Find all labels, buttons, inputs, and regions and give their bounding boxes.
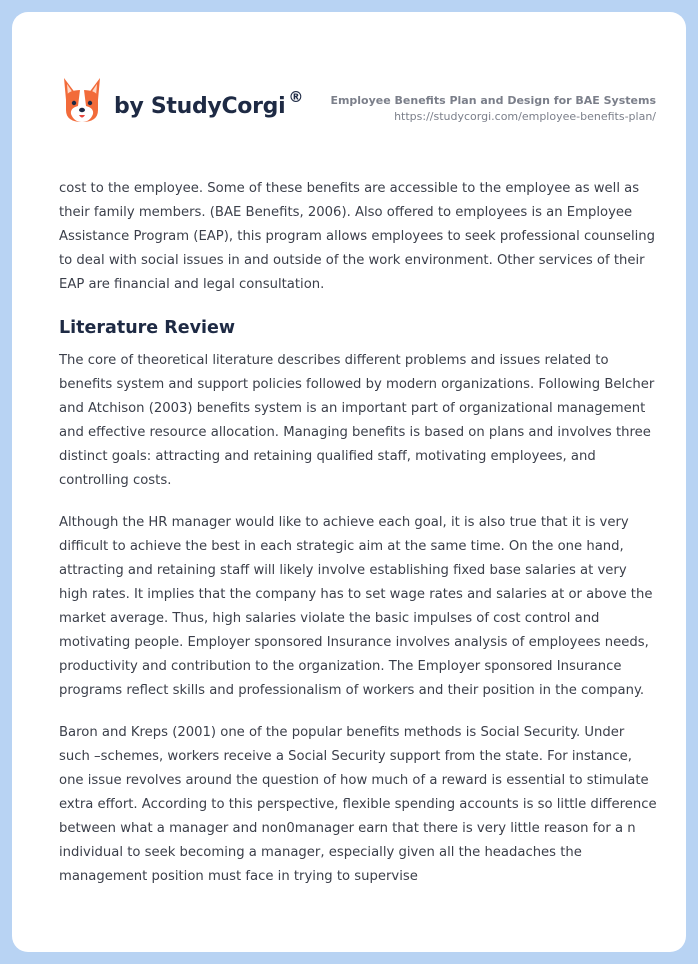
corgi-logo-icon bbox=[60, 76, 104, 126]
brand-name bbox=[114, 88, 304, 119]
section-heading: Literature Review bbox=[59, 318, 236, 338]
body-paragraph: Although the HR manager would like to achieve each goal, it is also true that it is very difficult to achieve the best in each strategic aim at the same time. On the one hand, attracting and retaining staff will likely involve establishing fixed base salaries at very high rates. It implies that the company has to set wage rates and salaries at or above the market average. Thus, high salaries violate the basic impulses of cost control and motivating people. Employer sponsored Insurance involves analysis of employees needs, productivity and contribution to the organization. The Employer sponsored Insurance programs reflect skills and professionalism of workers and their position in the company. bbox=[59, 515, 653, 698]
document-body bbox=[59, 177, 659, 907]
registered-mark: ® bbox=[288, 88, 304, 106]
document-meta bbox=[330, 93, 656, 125]
document-title: Employee Benefits Plan and Design for BAE Systems bbox=[330, 94, 656, 107]
document-url[interactable]: https://studycorgi.com/employee-benefits-plan/ bbox=[394, 110, 656, 123]
document-card bbox=[12, 12, 686, 952]
brand-text: by StudyCorgi bbox=[114, 94, 286, 119]
intro-paragraph: cost to the employee. Some of these benefits are accessible to the employee as well as their family members. (BAE Benefits, 2006). Also offered to employees is an Employee Assistance Program (EAP), this program allows employees to seek professional counseling to deal with social issues in and outside of the work environment. Other services of their EAP are financial and legal consultation. bbox=[59, 181, 656, 292]
body-paragraph: The core of theoretical literature describes different problems and issues related to benefits system and support policies followed by modern organizations. Following Belcher and Atchison (2003) benefits system is an important part of organizational management and effective resource allocation. Managing benefits is based on plans and involves three distinct goals: attracting and retaining qualified staff, motivating employees, and controlling costs. bbox=[59, 353, 655, 488]
body-paragraph: Baron and Kreps (2001) one of the popular benefits methods is Social Security. Under such –schemes, workers receive a Social Security support from the state. For instance, one issue revolves around the question of how much of a reward is essential to stimulate extra effort. According to this perspective, flexible spending accounts is so little difference between what a manager and non0manager earn that there is very little reason for a n individual to seek becoming a manager, especially given all the headaches the management position must face in trying to supervise bbox=[59, 725, 657, 884]
